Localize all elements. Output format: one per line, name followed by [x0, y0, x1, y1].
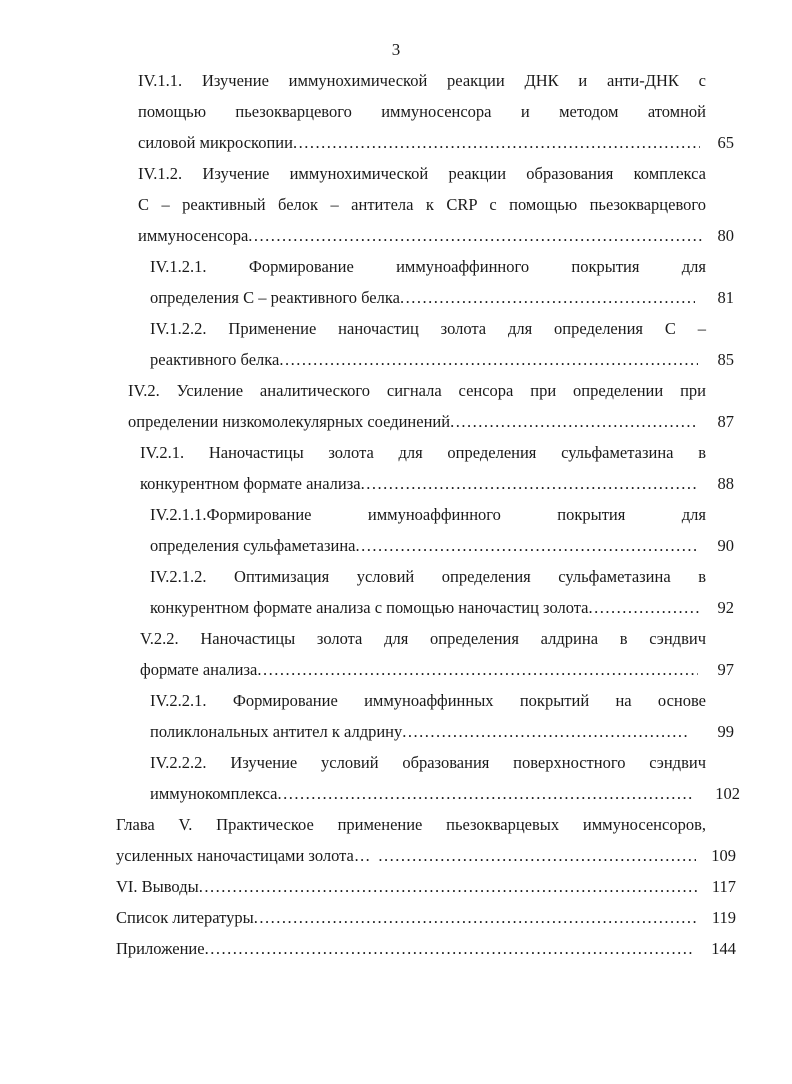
- toc-entry-line: V.2.2. Наночастицы золота для определения алдрина в сэндвич: [140, 629, 706, 648]
- toc-page-number: 85: [717, 350, 734, 369]
- toc-entry-last-line: [116, 843, 696, 869]
- toc-page-number: 65: [717, 133, 734, 152]
- toc-entry-text: определения С – реактивного белка: [150, 288, 400, 307]
- toc-entry-line: Глава V. Практическое применение пьезокварцевых иммуносенсоров,: [116, 815, 706, 834]
- toc-page-number: 119: [711, 908, 736, 927]
- toc-page-number: 80: [717, 226, 734, 245]
- toc-entry-last-line: [116, 905, 698, 931]
- toc-entry-last-line: [150, 285, 695, 311]
- toc-entry-text: усиленных наночастицами золота…: [116, 846, 371, 865]
- dot-leader: [279, 347, 698, 373]
- toc-entry-last-line: [150, 595, 702, 621]
- toc-page-number: 99: [717, 722, 734, 741]
- toc-entry-text: иммуносенсора: [138, 226, 249, 245]
- toc-entry-line: IV.1.2.1. Формирование иммуноаффинного покрытия для: [150, 257, 706, 276]
- toc-entry-text: конкурентном формате анализа с помощью наночастиц золота: [150, 598, 589, 617]
- toc-entry-line: IV.2.1. Наночастицы золота для определения сульфаметазина в: [140, 443, 706, 462]
- toc-entry-line: IV.2. Усиление аналитического сигнала сенсора при определении при: [128, 381, 706, 400]
- toc-entry-line: IV.2.1.2. Оптимизация условий определения сульфаметазина в: [150, 567, 706, 586]
- toc-entry-line: IV.2.2.1. Формирование иммуноаффинных покрытий на основе: [150, 691, 706, 710]
- toc-page-number: 102: [715, 784, 740, 803]
- toc-page-number: 81: [717, 288, 734, 307]
- toc-entry-line: IV.1.1. Изучение иммунохимической реакции ДНК и анти-ДНК с: [138, 71, 706, 90]
- toc-entry-line: IV.2.1.1.Формирование иммуноаффинного покрытия для: [150, 505, 706, 524]
- toc-page-number: 88: [717, 474, 734, 493]
- toc-entry-text: определения сульфаметазина: [150, 536, 356, 555]
- toc-entry-last-line: [116, 874, 698, 900]
- dot-leader: [402, 719, 690, 745]
- toc-entry-line: IV.1.2. Изучение иммунохимической реакции образования комплекса: [138, 164, 706, 183]
- toc-entry-last-line: [150, 347, 698, 373]
- toc-entry-last-line: [150, 781, 692, 807]
- toc-entry-line: IV.2.2.2. Изучение условий образования поверхностного сэндвич: [150, 753, 706, 772]
- toc-entry-text: Приложение: [116, 939, 205, 958]
- toc-entry-last-line: [138, 130, 700, 156]
- toc-entry-last-line: [140, 471, 698, 497]
- toc-page-number: 109: [711, 846, 736, 865]
- toc-entry-text: поликлональных антител к алдрину: [150, 722, 403, 741]
- dot-leader: [205, 936, 694, 962]
- toc-entry-last-line: [116, 936, 694, 962]
- toc-entry-last-line: [150, 719, 690, 745]
- toc-entry-text: силовой микроскопии: [138, 133, 293, 152]
- toc-entry-line: IV.1.2.2. Применение наночастиц золота для определения С –: [150, 319, 706, 338]
- toc-page-number: 90: [717, 536, 734, 555]
- toc-entry-last-line: [138, 223, 704, 249]
- toc-page-number: 144: [711, 939, 736, 958]
- dot-leader: [254, 905, 698, 931]
- dot-leader: [277, 781, 692, 807]
- toc-entry-line: помощью пьезокварцевого иммуносенсора и методом атомной: [138, 102, 706, 121]
- toc-entry-last-line: [140, 657, 698, 683]
- toc-entry-text: формате анализа: [140, 660, 258, 679]
- toc-entry-last-line: [128, 409, 698, 435]
- toc-page-number: 92: [717, 598, 734, 617]
- toc-entry-text: иммунокомплекса: [150, 784, 278, 803]
- dot-leader: [450, 409, 698, 435]
- dot-leader: [361, 471, 698, 497]
- dot-leader: [248, 223, 704, 249]
- toc-page-number: 117: [711, 877, 736, 896]
- toc-page-number: 97: [717, 660, 734, 679]
- toc-entry-text: VI. Выводы: [116, 877, 199, 896]
- toc-entry-line: С – реактивный белок – антитела к CRP с помощью пьезокварцевого: [138, 195, 706, 214]
- dot-leader: [589, 595, 702, 621]
- toc-page-number: 87: [717, 412, 734, 431]
- toc-entry-text: Список литературы: [116, 908, 254, 927]
- toc-entry-text: конкурентном формате анализа: [140, 474, 361, 493]
- dot-leader: [400, 285, 695, 311]
- dot-leader: [257, 657, 698, 683]
- dot-leader: [370, 843, 696, 869]
- toc-entry-text: реактивного белка: [150, 350, 280, 369]
- toc-entry-last-line: [150, 533, 698, 559]
- toc-entry-text: определении низкомолекулярных соединений: [128, 412, 451, 431]
- dot-leader: [199, 874, 698, 900]
- page-number: 3: [391, 40, 401, 59]
- dot-leader: [356, 533, 699, 559]
- dot-leader: [293, 130, 700, 156]
